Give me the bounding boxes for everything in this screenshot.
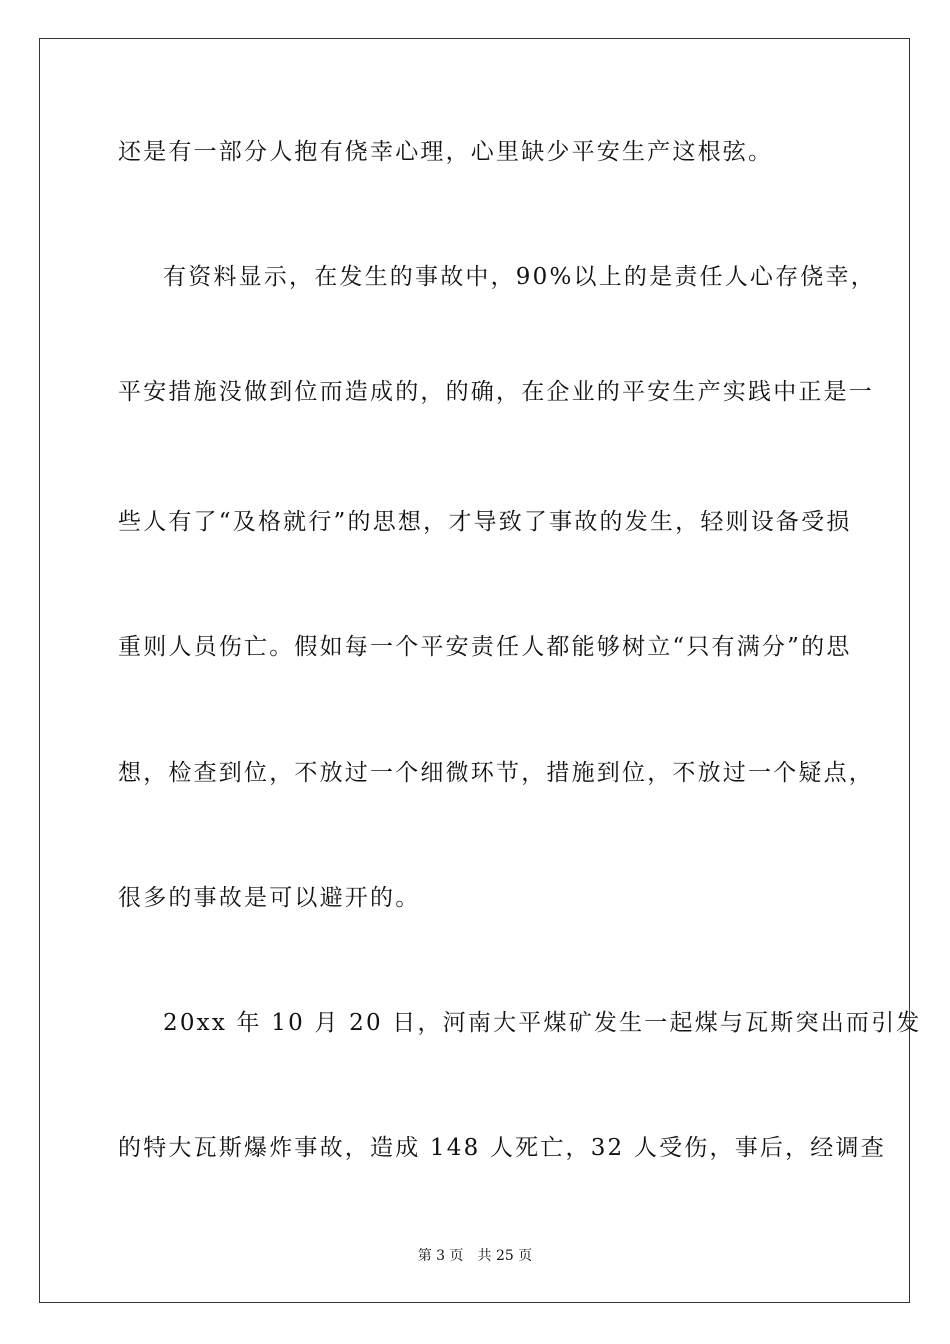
body-text-line: 的特大瓦斯爆炸事故，造成 148 人死亡，32 人受伤，事后，经调查 xyxy=(118,1135,886,1161)
body-text-line: 还是有一部分人抱有侥幸心理，心里缺少平安生产这根弦。 xyxy=(118,139,774,165)
total-pages: 共 25 页 xyxy=(477,1248,533,1264)
body-text-line: 有资料显示，在发生的事故中，90%以上的是责任人心存侥幸， xyxy=(163,264,876,290)
page-number: 第 3 页 xyxy=(417,1248,464,1264)
body-text-line: 很多的事故是可以避开的。 xyxy=(118,885,421,911)
body-text-line: 平安措施没做到位而造成的，的确，在企业的平安生产实践中正是一 xyxy=(118,379,874,405)
page-border xyxy=(39,38,922,1303)
page-footer xyxy=(0,1247,950,1265)
body-text-line: 些人有了“及格就行”的思想，才导致了事故的发生，轻则设备受损 xyxy=(118,509,852,535)
body-text-line: 想，检查到位，不放过一个细微环节，措施到位，不放过一个疑点， xyxy=(118,760,874,786)
body-text-line: 重则人员伤亡。假如每一个平安责任人都能够树立“只有满分”的思 xyxy=(118,634,852,660)
body-text-line: 20xx 年 10 月 20 日，河南大平煤矿发生一起煤与瓦斯突出而引发 xyxy=(163,1010,922,1036)
